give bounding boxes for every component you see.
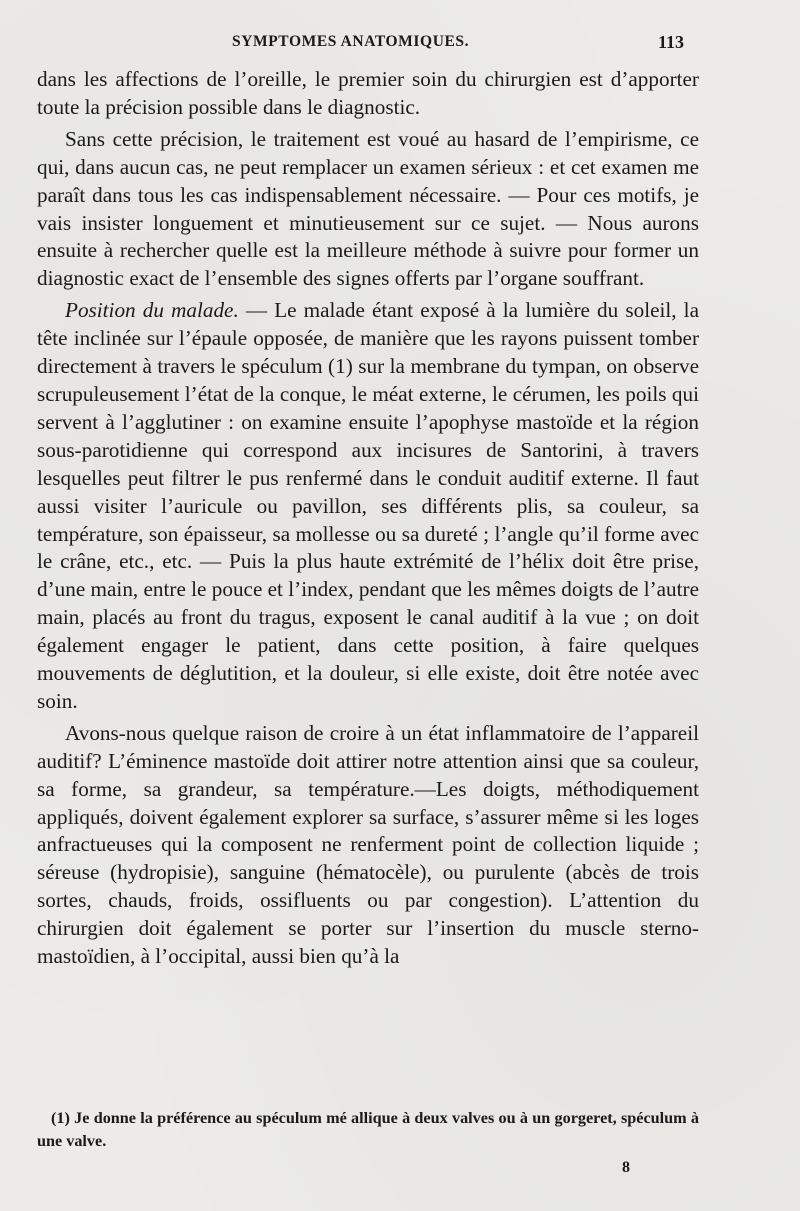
footnote: (1) Je donne la préférence au spéculum mé allique à deux valves ou à un gorgeret, spéculum à une valve. — [37, 1109, 699, 1150]
paragraph — [37, 297, 699, 716]
running-title: SYMPTOMES ANATOMIQUES. — [232, 33, 470, 50]
signature-mark: 8 — [622, 1159, 630, 1176]
paragraph: Avons-nous quelque raison de croire à un état inflammatoire de l’appareil auditif? L’éminence mastoïde doit attirer notre attention ainsi que sa couleur, sa forme, sa grandeur, sa température.—Les doigts, méthodiquement appliqués, doivent également explorer sa surface, s’assurer même si les loges anfractueuses qui la composent ne renferment point de collection liquide ; séreuse (hydropisie), sanguine (hématocèle), ou purulente (abcès de trois sortes, chauds, froids, ossifluents ou par congestion). L’attention du chirurgien doit également se porter sur l’insertion du muscle sterno-mastoïdien, à l’occipital, aussi bien qu’à la — [37, 720, 699, 969]
paragraph: dans les affections de l’oreille, le premier soin du chirurgien est d’apporter toute la précision possible dans le diagnostic. — [37, 67, 699, 119]
page-header — [0, 30, 800, 54]
page-number: 113 — [658, 32, 685, 52]
footnotes — [37, 1107, 699, 1153]
paragraph-text: — Le malade étant exposé à la lumière du soleil, la tête inclinée sur l’épaule opposée, de manière que les rayons puissent tomber directement à travers le spéculum (1) sur la membrane du tympan, on observe scrupuleusement l’état de la conque, le méat externe, le cérumen, les poils qui servent à l’agglutiner : on examine ensuite l’apophyse mastoïde et la région sous-parotidienne qui correspond aux incisures de Santorini, à travers lesquelles peut filtrer le pus renfermé dans le conduit auditif externe. Il faut aussi visiter l’auricule ou pavillon, ses différents plis, sa couleur, sa température, son épaisseur, sa mollesse ou sa dureté ; l’angle qu’il forme avec le crâne, etc., etc. — Puis la plus haute extrémité de l’hélix doit être prise, d’une main, entre le pouce et l’index, pendant que les mêmes doigts de l’autre main, placés au front du tragus, exposent le canal auditif à la vue ; on doit également engager le patient, dans cette position, à faire quelques mouvements de déglutition, et la douleur, si elle existe, doit être notée avec soin. — [37, 298, 699, 713]
paragraph: Sans cette précision, le traitement est voué au hasard de l’empirisme, ce qui, dans aucun cas, ne peut remplacer un examen sérieux : et cet examen me paraît dans tous les cas indispensablement nécessaire. — Pour ces motifs, je vais insister longuement et minutieusement sur ce sujet. — Nous aurons ensuite à rechercher quelle est la meilleure méthode à suivre pour former un diagnostic exact de l’ensemble des signes offerts par l’organe souffrant. — [37, 126, 699, 291]
section-heading: Position du malade. — [65, 298, 239, 323]
body-text — [37, 66, 699, 971]
